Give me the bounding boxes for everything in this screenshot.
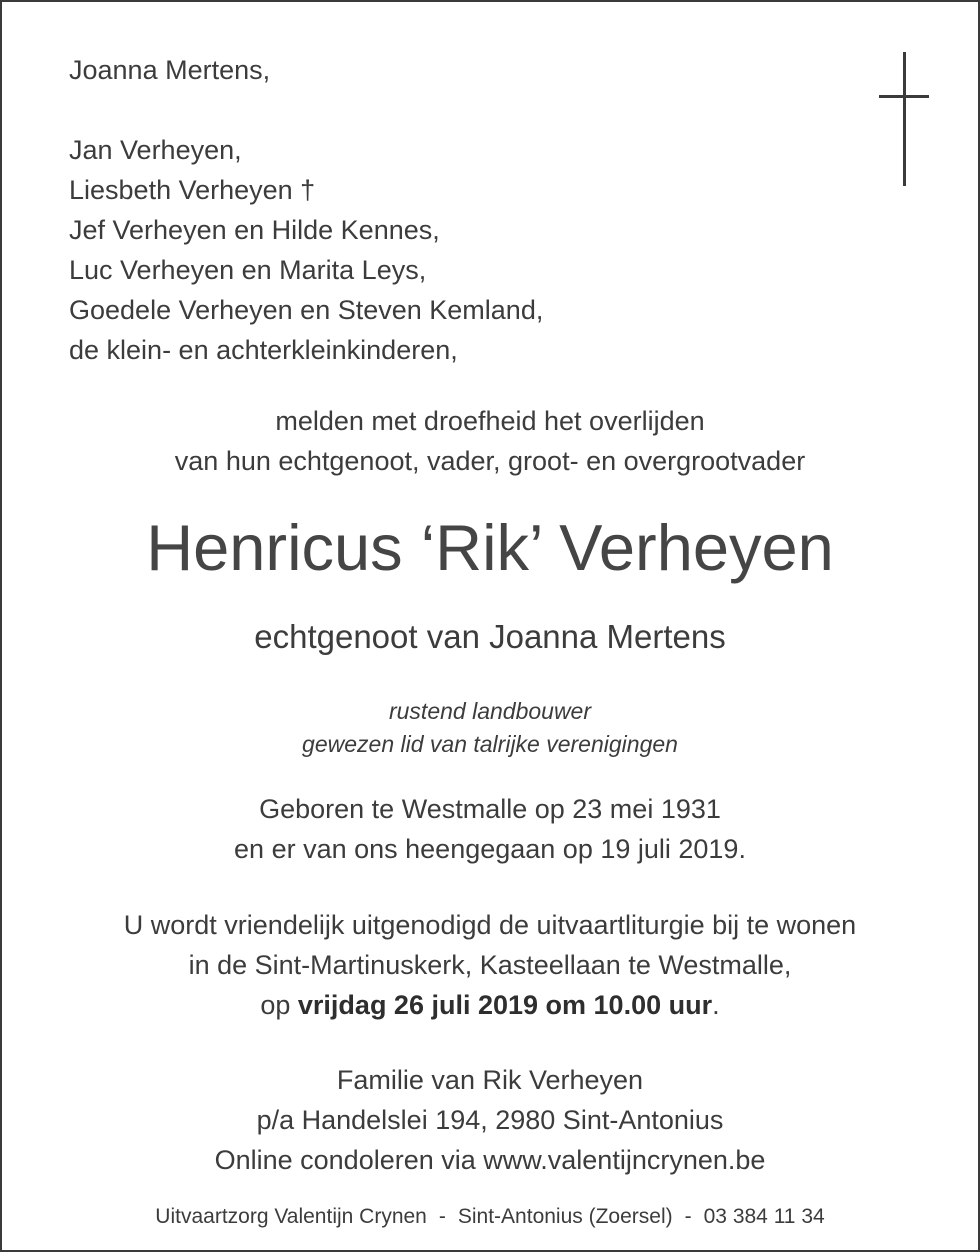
family-member: Liesbeth Verheyen † xyxy=(69,175,316,205)
life-dates xyxy=(0,789,980,869)
funeral-invitation xyxy=(0,905,980,1025)
family-member: Goedele Verheyen en Steven Kemland, xyxy=(69,295,544,325)
cross-vertical-bar xyxy=(903,52,906,186)
footer-separator: - xyxy=(438,1205,446,1228)
contact-family: Familie van Rik Verheyen xyxy=(336,1065,644,1095)
spouse-line: echtgenoot van Joanna Mertens xyxy=(254,618,726,655)
profession-line: rustend landbouwer xyxy=(388,698,592,724)
family-member: Jan Verheyen, xyxy=(69,135,242,165)
datetime-suffix: . xyxy=(712,990,720,1020)
family-list xyxy=(69,50,543,370)
contact-address: p/a Handelslei 194, 2980 Sint-Antonius xyxy=(256,1105,724,1135)
contact-block xyxy=(0,1060,980,1180)
footer-location: Sint-Antonius (Zoersel) xyxy=(457,1205,673,1228)
death-line: en er van ons heengegaan op 19 juli 2019. xyxy=(234,834,746,864)
announcement xyxy=(0,401,980,481)
funeral-datetime-line xyxy=(0,985,980,1025)
profession-line: gewezen lid van talrijke verenigingen xyxy=(302,731,678,757)
spacer xyxy=(69,90,543,130)
invitation-line: in de Sint-Martinuskerk, Kasteellaan te Westmalle, xyxy=(188,950,792,980)
family-member: de klein- en achterkleinkinderen, xyxy=(69,335,458,365)
funeral-datetime: vrijdag 26 juli 2019 om 10.00 uur xyxy=(297,990,713,1020)
family-member: Jef Verheyen en Hilde Kennes, xyxy=(69,215,440,245)
birth-line: Geboren te Westmalle op 23 mei 1931 xyxy=(259,794,721,824)
cross-icon xyxy=(879,52,929,186)
announcement-line: melden met droefheid het overlijden xyxy=(275,406,705,436)
invitation-line: U wordt vriendelijk uitgenodigd de uitvaartliturgie bij te wonen xyxy=(123,910,857,940)
footer xyxy=(0,1203,980,1231)
datetime-prefix: op xyxy=(260,990,298,1020)
footer-phone: 03 384 11 34 xyxy=(703,1205,825,1228)
cross-horizontal-bar xyxy=(879,95,929,98)
profession xyxy=(0,695,980,761)
family-member: Luc Verheyen en Marita Leys, xyxy=(69,255,427,285)
footer-company: Uitvaartzorg Valentijn Crynen xyxy=(155,1205,427,1228)
announcement-line: van hun echtgenoot, vader, groot- en overgrootvader xyxy=(174,446,806,476)
deceased-name: Henricus ‘Rik’ Verheyen xyxy=(146,511,834,584)
footer-separator: - xyxy=(684,1205,692,1228)
contact-online: Online condoleren via www.valentijncrynen.be xyxy=(214,1145,766,1175)
family-spouse: Joanna Mertens, xyxy=(69,55,271,85)
